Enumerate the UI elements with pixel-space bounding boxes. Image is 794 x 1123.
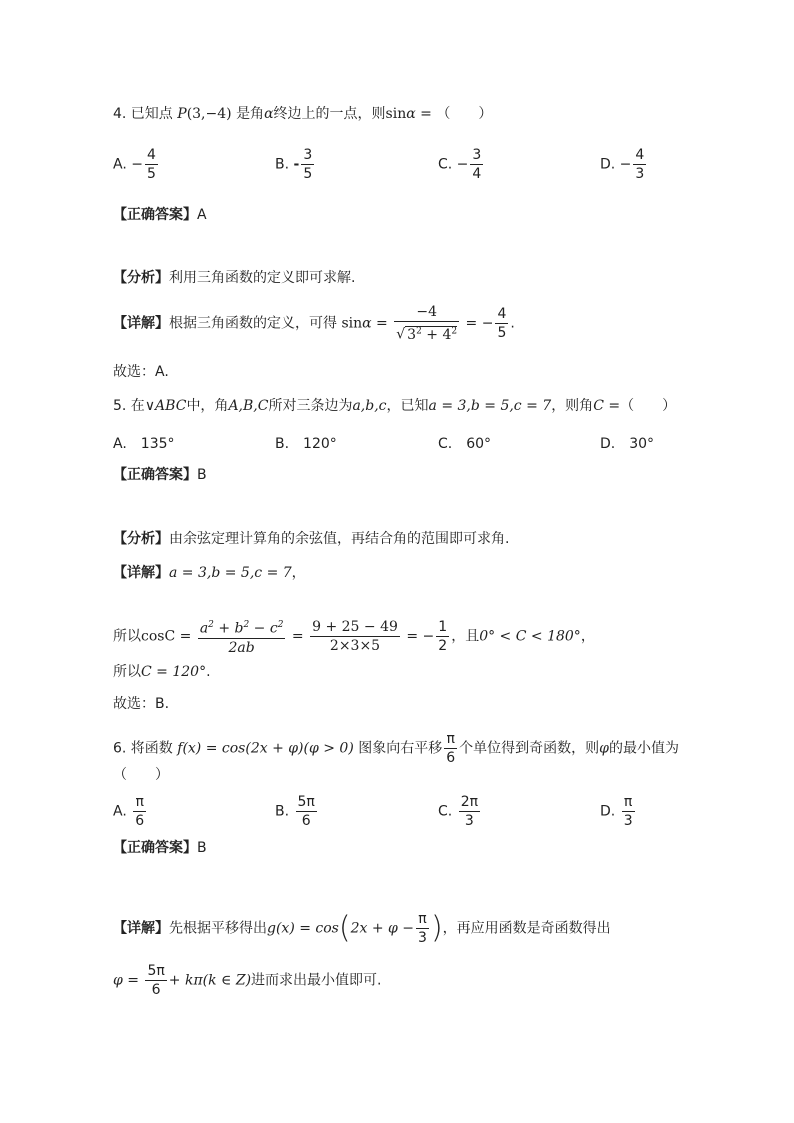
- q5-result: 所以C = 120°.: [113, 664, 211, 680]
- fraction: $\frac{\pi}{6}$: [135, 794, 145, 829]
- q5-answer: 【正确答案】B: [113, 467, 207, 483]
- q4-option-c[interactable]: C. − $\frac{3}{4}$: [438, 147, 482, 182]
- fraction: $\frac{3}{5}$: [303, 147, 313, 182]
- q4-options: [0, 146, 794, 206]
- fraction: $\frac{\pi}{6}$: [446, 731, 456, 766]
- q6-option-c[interactable]: C. $\frac{2\pi}{3}$: [438, 794, 479, 829]
- fraction: $\frac{\pi}{3}$: [623, 794, 633, 829]
- fraction: $\frac{\pi}{3}$: [418, 911, 427, 946]
- fraction: $\frac{5\pi}{6}$: [297, 794, 315, 829]
- q4-option-a[interactable]: A. − $\frac{4}{5}$: [113, 147, 156, 182]
- q4-conclusion: 故选：A.: [113, 364, 169, 380]
- q6-option-a[interactable]: A. $\frac{\pi}{6}$: [113, 794, 145, 829]
- q4-analysis: 【分析】利用三角函数的定义即可求解.: [113, 270, 356, 286]
- fraction: $\frac{9 + 25 - 49}{2\times 3\times 5}$: [312, 618, 398, 654]
- q6-paren: （ ）: [113, 767, 169, 783]
- fraction: $\frac{5\pi}{6}$: [147, 963, 165, 998]
- q5-analysis: 【分析】由余弦定理计算角的余弦值，再结合角的范围即可求角.: [113, 531, 510, 547]
- fraction: $\frac{3}{4}$: [472, 147, 482, 182]
- fraction: $\frac{a^2 + b^2 - c^2}{2ab}$: [198, 616, 286, 657]
- fraction: $\frac{2\pi}{3}$: [460, 794, 479, 829]
- fraction: $\frac{1}{2}$: [438, 618, 448, 654]
- q4-option-b[interactable]: B. - $\frac{3}{5}$: [275, 147, 313, 182]
- q4-stem: 4. 已知点 P(3,−4) 是角α终边上的一点，则sinα = （ ）: [113, 106, 493, 122]
- q6-detail-cont: φ = $\frac{5\pi}{6}$ + kπ(k ∈ Z)进而求出最小值即可.: [113, 963, 382, 998]
- q5-option-a[interactable]: A. 135°: [113, 436, 175, 452]
- q6-option-d[interactable]: D. $\frac{\pi}{3}$: [600, 794, 633, 829]
- q5-stem: 5. 在∨ABC中，角A,B,C所对三条边为a,b,c，已知a = 3,b = 5,c = 7，则角C =（ ）: [113, 398, 677, 414]
- q6-answer: 【正确答案】B: [113, 840, 207, 856]
- fraction: $\frac{4}{3}$: [635, 147, 645, 182]
- q6-detail: 【详解】先根据平移得出g(x) = cos(2x + φ − $\frac{\pi}{3}$ )，再应用函数是奇函数得出: [113, 910, 611, 946]
- q5-cosine-calc: 所以cosC = $\frac{a^2 + b^2 - c^2}{2ab}$ = $\frac{9 + 25 - 49}{2\times 3\times 5}$ = − $\frac{1}{2}$ ，且0° < C < 180°，: [113, 616, 595, 657]
- fraction: $\frac{-4}{√ 3^2 + 4^2}$: [396, 304, 458, 343]
- q5-options: [0, 433, 794, 457]
- fraction: $\frac{4}{5}$: [146, 147, 156, 182]
- q5-option-c[interactable]: C. 60°: [438, 436, 492, 452]
- q5-option-b[interactable]: B. 120°: [275, 436, 337, 452]
- q4-option-d[interactable]: D. − $\frac{4}{3}$: [600, 147, 645, 182]
- q6-stem: 6. 将函数 f(x) = cos(2x + φ)(φ > 0) 图象向右平移 $\frac{\pi}{6}$ 个单位得到奇函数，则φ的最小值为: [113, 731, 679, 766]
- q4-answer: 【正确答案】A: [113, 207, 207, 223]
- q5-conclusion: 故选：B.: [113, 696, 170, 712]
- q4-detail: 【详解】根据三角函数的定义，可得 sinα = $\frac{-4}{√ 3^2 + 4^2}$ = − $\frac{4}{5}$ .: [113, 304, 515, 343]
- q5-option-d[interactable]: D. 30°: [600, 436, 655, 452]
- fraction: $\frac{4}{5}$: [497, 305, 507, 341]
- q6-option-b[interactable]: B. $\frac{5\pi}{6}$: [275, 794, 315, 829]
- q5-detail: 【详解】a = 3,b = 5,c = 7，: [113, 565, 306, 581]
